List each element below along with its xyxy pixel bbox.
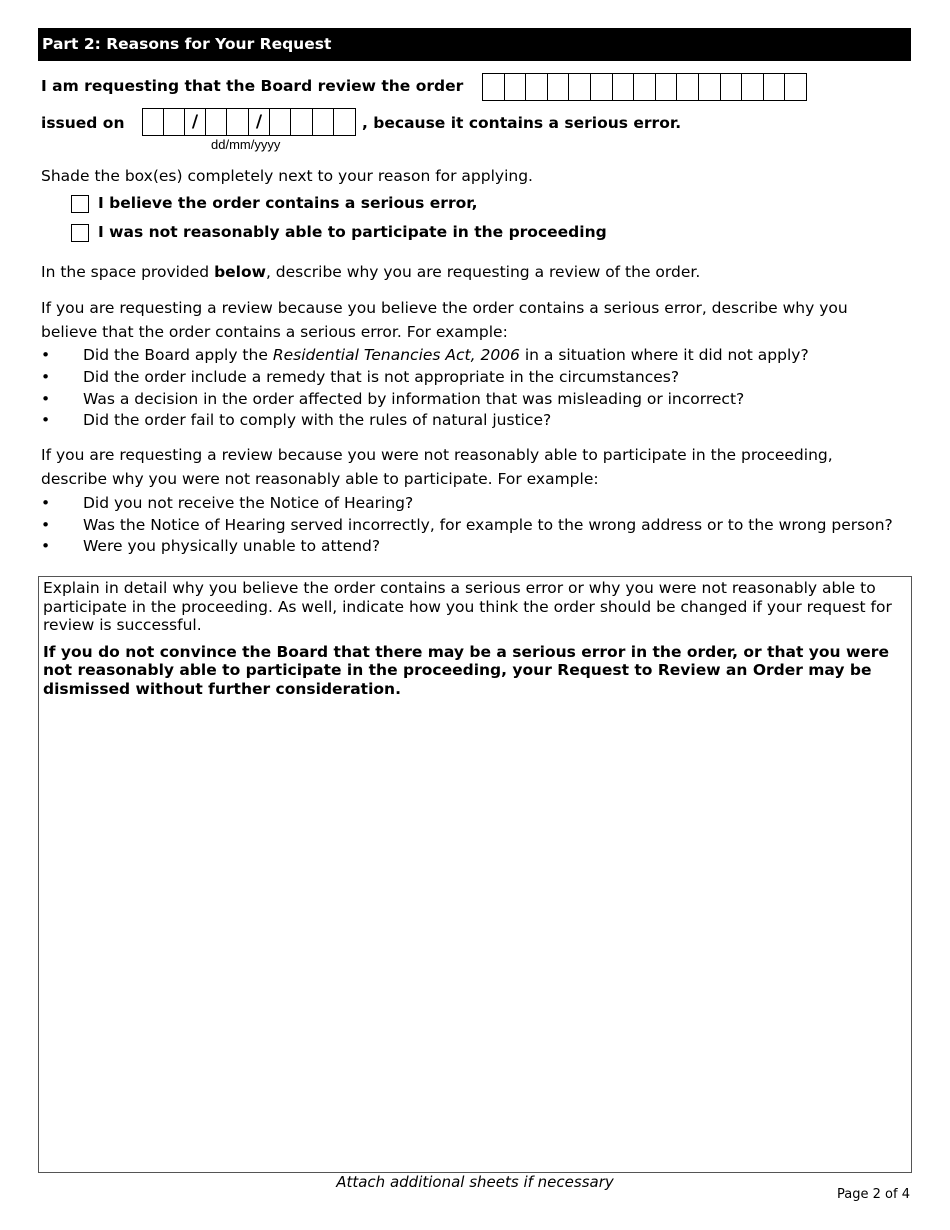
bullet-glyph: • [41,346,51,364]
order-number-cell[interactable] [699,74,721,100]
serious-error-option-label: I believe the order contains a serious error, [98,194,478,212]
not-able-to-participate-checkbox[interactable] [71,224,89,242]
order-number-cell[interactable] [483,74,505,100]
order-number-cell[interactable] [742,74,764,100]
list-item [0,409,950,431]
explanation-box[interactable] [38,576,912,1173]
date-day-1[interactable] [143,109,164,135]
date-year-2[interactable] [291,109,313,135]
serious-error-intro: If you are requesting a review because you believe the order contains a serious error, describe why you believe that the order contains a serious error. For example: [41,299,848,341]
list-item [0,535,950,557]
date-year-3[interactable] [313,109,334,135]
date-separator [185,109,206,135]
list-item [0,514,950,536]
issued-on-label: issued on [41,114,125,132]
order-number-cell[interactable] [505,74,527,100]
list-item [0,366,950,388]
bullet-text: Was the Notice of Hearing served incorrectly, for example to the wrong address or to the wrong person? [83,516,893,534]
bullet-text: Were you physically unable to attend? [83,537,381,555]
participation-intro: If you are requesting a review because you were not reasonably able to participate in the proceeding, describe why you were not reasonably able to participate. For example: [41,446,833,488]
order-number-cell[interactable] [677,74,699,100]
order-request-label: I am requesting that the Board review the order [41,77,464,95]
bullet-text: Did you not receive the Notice of Hearing? [83,494,414,512]
bullet-glyph: • [41,516,51,534]
describe-text-pre: In the space provided [41,263,215,281]
describe-instruction [41,263,700,281]
explanation-instructions: Explain in detail why you believe the order contains a serious error or why you were not reasonably able to participate in the proceeding. As well, indicate how you think the order should be changed if your request for review is successful. [43,579,892,635]
date-month-1[interactable] [206,109,227,135]
date-format-hint: dd/mm/yyyy [211,137,281,152]
list-item [0,388,950,410]
bullet-text: Did the Board apply the Residential Tenancies Act, 2006 in a situation where it did not apply? [83,346,809,364]
date-separator [249,109,270,135]
order-number-cell[interactable] [613,74,635,100]
order-number-cell[interactable] [591,74,613,100]
order-number-cell[interactable] [548,74,570,100]
date-year-1[interactable] [270,109,291,135]
bullet-glyph: • [41,494,51,512]
bullet-glyph: • [41,411,51,429]
bullet-glyph: • [41,368,51,386]
describe-text-bold: below [214,263,266,281]
order-number-cell[interactable] [656,74,678,100]
order-number-cell[interactable] [785,74,806,100]
section-header [38,28,911,61]
date-slash-2: / [255,112,263,132]
bullet-text: Was a decision in the order affected by information that was misleading or incorrect? [83,390,745,408]
page-number: Page 2 of 4 [837,1187,910,1202]
issue-date-field[interactable] [142,108,356,136]
shade-instruction: Shade the box(es) completely next to your reason for applying. [41,167,533,185]
serious-error-checkbox[interactable] [71,195,89,213]
bullet-glyph: • [41,537,51,555]
date-slash-1: / [191,112,199,132]
list-item [0,492,950,514]
not-able-option-label: I was not reasonably able to participate in the proceeding [98,223,607,241]
list-item [0,344,950,366]
bullet-text: Did the order include a remedy that is not appropriate in the circumstances? [83,368,680,386]
date-month-2[interactable] [227,109,249,135]
attach-sheets-note: Attach additional sheets if necessary [336,1173,614,1191]
order-number-field[interactable] [482,73,807,101]
describe-text-post: , describe why you are requesting a review of the order. [265,263,701,281]
section-title: Part 2: Reasons for Your Request [42,35,332,53]
act-name: Residential Tenancies Act, 2006 [272,346,520,364]
order-number-cell[interactable] [526,74,548,100]
bullet-glyph: • [41,390,51,408]
order-number-cell[interactable] [569,74,591,100]
dismissal-warning: If you do not convince the Board that there may be a serious error in the order, or that you were not reasonably able to participate in the proceeding, your Request to Review an Order may be dismissed without further consideration. [43,642,889,698]
order-number-cell[interactable] [634,74,656,100]
bullet-text: Did the order fail to comply with the rules of natural justice? [83,411,552,429]
serious-error-suffix: , because it contains a serious error. [362,114,682,132]
date-year-4[interactable] [334,109,355,135]
order-number-cell[interactable] [721,74,743,100]
date-day-2[interactable] [164,109,185,135]
order-number-cell[interactable] [764,74,786,100]
